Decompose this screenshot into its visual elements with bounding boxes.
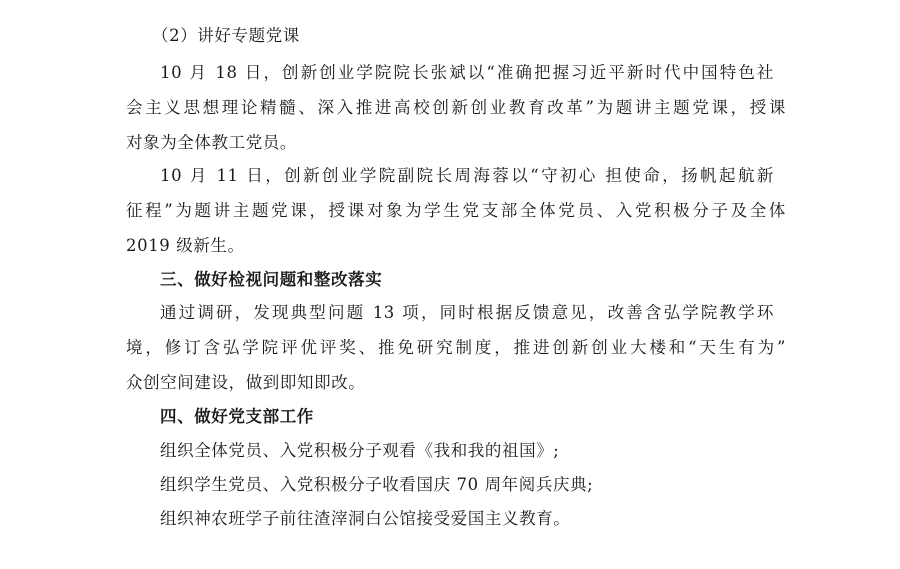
paragraph-line: 10 月 18 日，创新创业学院院长张斌以“准确把握习近平新时代中国特色社 [160,63,774,82]
section-heading-rectification: 三、做好检视问题和整改落实 [160,270,383,289]
paragraph-line: 10 月 11 日，创新创业学院副院长周海蓉以“守初心 担使命，扬帆起航新 [160,166,774,185]
paragraph-line: 2019 级新生。 [126,236,245,255]
list-item: 组织学生党员、入党积极分子收看国庆 70 周年阅兵庆典; [160,475,594,494]
paragraph-line: 对象为全体教工党员。 [126,133,297,152]
paragraph-line: 境，修订含弘学院评优评奖、推免研究制度，推进创新创业大楼和“天生有为” [126,338,786,357]
paragraph-line: 通过调研，发现典型问题 13 项，同时根据反馈意见，改善含弘学院教学环 [160,303,774,322]
section-heading-branch-work: 四、做好党支部工作 [160,407,314,426]
paragraph-line: 会主义思想理论精髓、深入推进高校创新创业教育改革”为题讲主题党课，授课 [126,98,786,117]
paragraph-line: 众创空间建设，做到即知即改。 [126,373,366,392]
list-item: 组织全体党员、入党积极分子观看《我和我的祖国》; [160,441,560,460]
subheading-special-lecture: （2）讲好专题党课 [152,26,300,45]
list-item: 组织神农班学子前往渣滓洞白公馆接受爱国主义教育。 [160,509,571,528]
paragraph-line: 征程”为题讲主题党课，授课对象为学生党支部全体党员、入党积极分子及全体 [126,201,786,220]
